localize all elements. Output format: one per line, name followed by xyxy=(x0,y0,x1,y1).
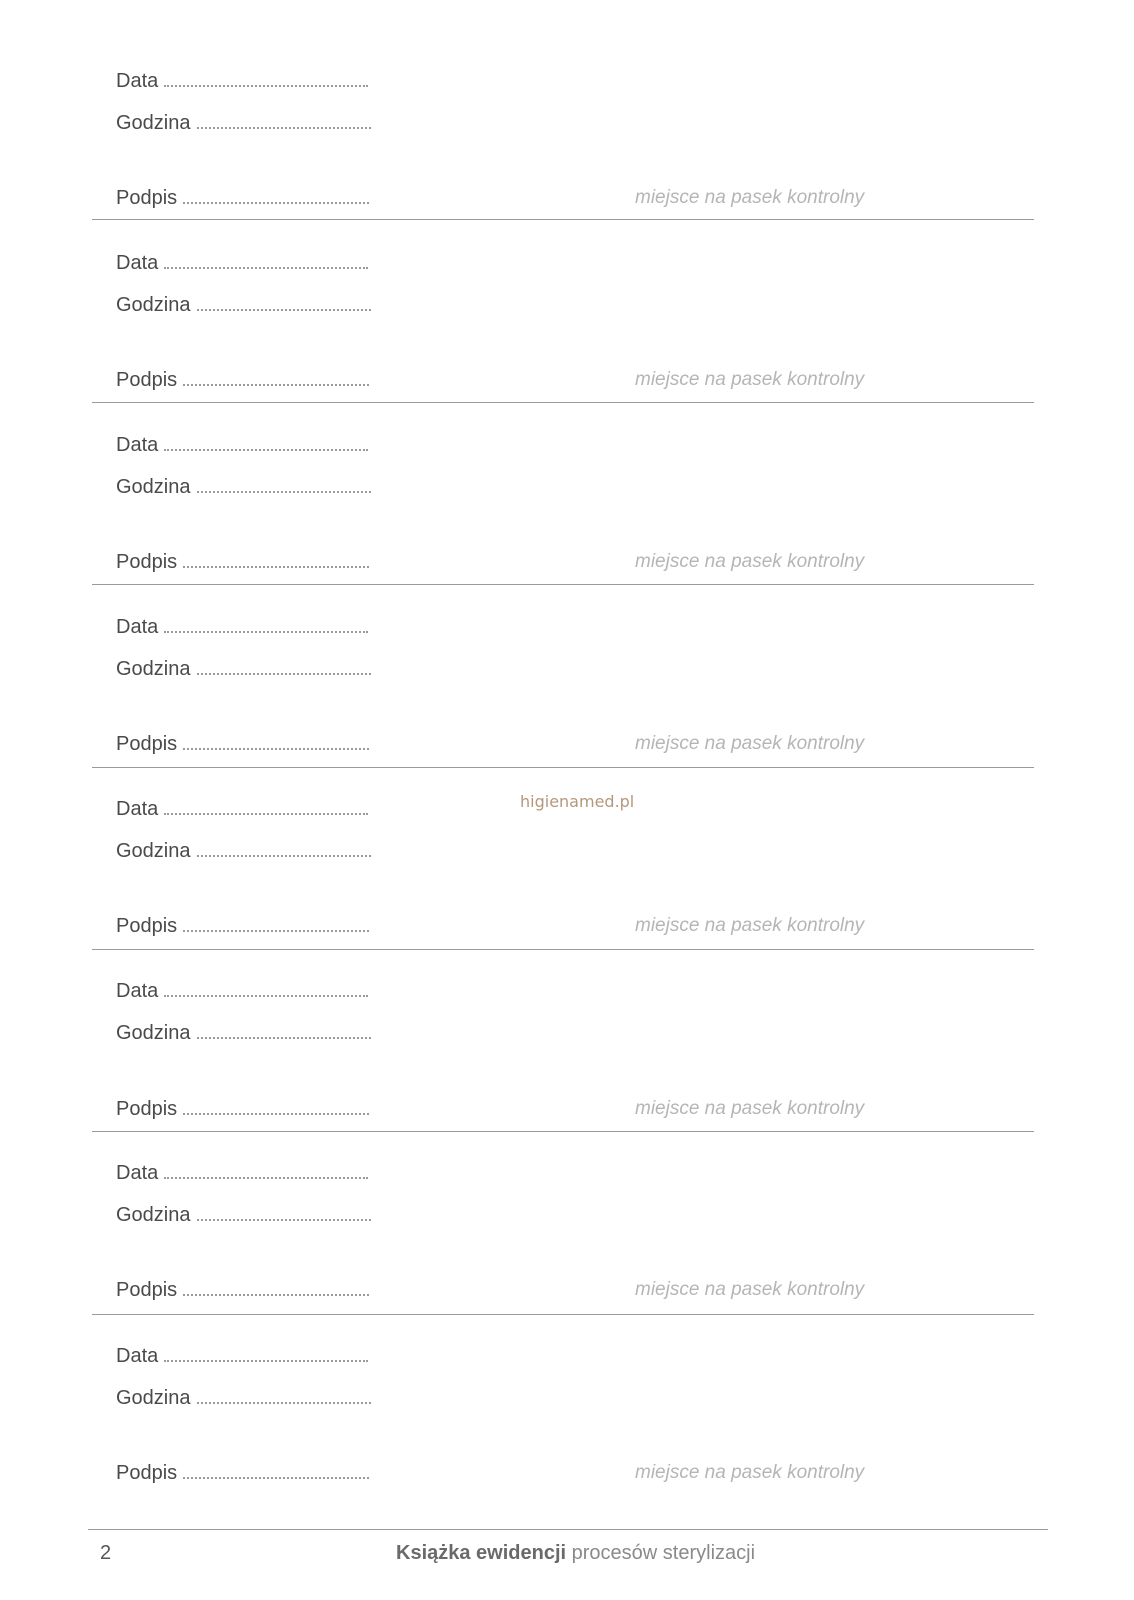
date-input-line xyxy=(164,994,368,997)
signature-input-line xyxy=(183,747,369,750)
signature-label: Podpis xyxy=(116,915,178,937)
control-strip-placeholder: miejsce na pasek kontrolny xyxy=(635,551,865,572)
date-label: Data xyxy=(116,1162,159,1184)
time-label: Godzina xyxy=(116,476,191,498)
signature-field xyxy=(116,733,369,756)
signature-input-line xyxy=(183,1293,369,1296)
time-field xyxy=(116,1204,371,1227)
time-input-line xyxy=(197,854,371,857)
entry-1 xyxy=(92,36,1034,220)
date-input-line xyxy=(164,266,368,269)
signature-label: Podpis xyxy=(116,369,178,391)
date-input-line xyxy=(164,448,368,451)
time-field xyxy=(116,294,371,317)
time-label: Godzina xyxy=(116,294,191,316)
time-field xyxy=(116,1022,371,1045)
time-label: Godzina xyxy=(116,1022,191,1044)
signature-input-line xyxy=(183,1476,369,1479)
date-field xyxy=(116,1162,368,1185)
footer-divider xyxy=(88,1529,1048,1530)
footer-title-bold: Książka ewidencji xyxy=(396,1542,567,1564)
signature-input-line xyxy=(183,565,369,568)
signature-field xyxy=(116,915,369,938)
signature-label: Podpis xyxy=(116,1279,178,1301)
date-field xyxy=(116,434,368,457)
time-input-line xyxy=(197,308,371,311)
control-strip-placeholder: miejsce na pasek kontrolny xyxy=(635,1462,865,1483)
date-field xyxy=(116,798,368,821)
time-label: Godzina xyxy=(116,658,191,680)
signature-label: Podpis xyxy=(116,1462,178,1484)
time-label: Godzina xyxy=(116,1204,191,1226)
signature-input-line xyxy=(183,1112,369,1115)
date-field xyxy=(116,1345,368,1368)
date-input-line xyxy=(164,1176,368,1179)
watermark: higienamed.pl xyxy=(520,792,635,811)
time-label: Godzina xyxy=(116,840,191,862)
time-input-line xyxy=(197,1401,371,1404)
control-strip-placeholder: miejsce na pasek kontrolny xyxy=(635,915,865,936)
signature-label: Podpis xyxy=(116,187,178,209)
time-input-line xyxy=(197,1218,371,1221)
date-field xyxy=(116,252,368,275)
date-input-line xyxy=(164,630,368,633)
signature-label: Podpis xyxy=(116,733,178,755)
signature-label: Podpis xyxy=(116,1098,178,1120)
control-strip-placeholder: miejsce na pasek kontrolny xyxy=(635,733,865,754)
entry-2 xyxy=(92,219,1034,403)
entry-7 xyxy=(92,1131,1034,1315)
time-input-line xyxy=(197,1036,371,1039)
time-field xyxy=(116,112,371,135)
control-strip-placeholder: miejsce na pasek kontrolny xyxy=(635,369,865,390)
footer-title xyxy=(396,1542,755,1565)
time-field xyxy=(116,658,371,681)
control-strip-placeholder: miejsce na pasek kontrolny xyxy=(635,187,865,208)
time-input-line xyxy=(197,490,371,493)
date-label: Data xyxy=(116,798,159,820)
signature-input-line xyxy=(183,201,369,204)
entry-6 xyxy=(92,948,1034,1132)
time-input-line xyxy=(197,672,371,675)
date-input-line xyxy=(164,812,368,815)
signature-field xyxy=(116,1098,369,1121)
signature-field xyxy=(116,1279,369,1302)
date-label: Data xyxy=(116,980,159,1002)
entry-4 xyxy=(92,584,1034,768)
control-strip-placeholder: miejsce na pasek kontrolny xyxy=(635,1279,865,1300)
signature-field xyxy=(116,551,369,574)
footer-title-rest: procesów sterylizacji xyxy=(571,1542,756,1564)
date-field xyxy=(116,980,368,1003)
date-field xyxy=(116,616,368,639)
time-field xyxy=(116,840,371,863)
date-label: Data xyxy=(116,1345,159,1367)
date-field xyxy=(116,70,368,93)
date-label: Data xyxy=(116,252,159,274)
page-number: 2 xyxy=(100,1542,112,1564)
signature-field xyxy=(116,187,369,210)
date-label: Data xyxy=(116,70,159,92)
time-input-line xyxy=(197,126,371,129)
date-input-line xyxy=(164,1359,368,1362)
signature-input-line xyxy=(183,383,369,386)
signature-field xyxy=(116,369,369,392)
date-input-line xyxy=(164,84,368,87)
entry-3 xyxy=(92,401,1034,585)
date-label: Data xyxy=(116,434,159,456)
time-label: Godzina xyxy=(116,1387,191,1409)
control-strip-placeholder: miejsce na pasek kontrolny xyxy=(635,1098,865,1119)
time-field xyxy=(116,476,371,499)
date-label: Data xyxy=(116,616,159,638)
entry-8 xyxy=(92,1313,1034,1513)
time-field xyxy=(116,1387,371,1410)
signature-field xyxy=(116,1462,369,1485)
time-label: Godzina xyxy=(116,112,191,134)
signature-input-line xyxy=(183,929,369,932)
signature-label: Podpis xyxy=(116,551,178,573)
